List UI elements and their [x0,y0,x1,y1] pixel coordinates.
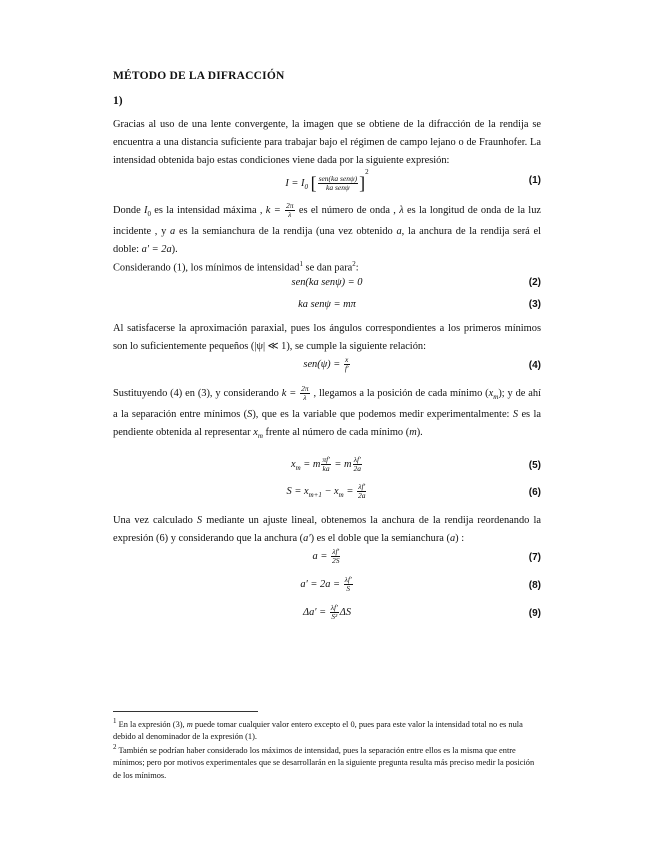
equation-4: sen(ψ) = $\frac{x}{f'}$ (4) [303,355,541,373]
equation-5-label: (5) [528,460,541,471]
equation-8-label: (8) [528,580,541,591]
equation-6-label: (6) [528,487,541,498]
equation-1: $I = I_0$ [ $\frac{\text{sen(ka senψ)}}{\text{ka senψ}}$ ]$^2$ (1) [285,168,541,194]
footnote-ref-2[interactable]: 2 [352,260,356,268]
footnote-1: $^1$ En la expresión (3), m puede tomar cualquier valor entero excepto el 0, pues para este valor la intensidad total no es nula debido al denominador de la expresión (1). [113,717,523,742]
equation-2-label: (2) [528,277,541,288]
eq1-lhs: I = I [285,178,305,189]
paragraph-paraxial: Al satisfacerse la aproximación paraxial, pues los ángulos correspondientes a los primeros mínimos son lo suficientemente pequeños (|ψ| ≪ 1), se cumple la siguiente relación: [113,323,541,352]
equation-5: $x_m = m$ $\frac{\pi f'}{ka}$ = m $\frac{\lambda f'}{2a}$ (5) [290,455,541,473]
equation-1-label: (1) [528,175,541,186]
equation-7-label: (7) [528,552,541,563]
paragraph-definitions: Donde $I_0$ es la intensidad máxima , k = $\frac{2\pi}{\lambda}$ es el número de onda , λ es la longitud de onda de la luz incidente , y a es la semianchura de la rendija (una vez obtenido a, la anchura de la rendija será el doble: a′ = 2a). [113,201,541,256]
equation-3: ka senψ = mπ (3) [298,299,541,310]
equation-8: a′ = 2a = $\frac{\lambda f'}{S}$ (8) [300,575,541,593]
footnote-2: $^2$ También se podrían haber considerado los máximos de intensidad, pues la separación entre ellos es la misma que entre mínimos; pero por motivos experimentales que se desarrollarán en la siguiente pregunta resulta más preciso medir la posición de los mínimos. [113,743,535,780]
paragraph-substitution: Sustituyendo (4) en (3), y considerando k = $\frac{2\pi}{\lambda}$ , llegamos a la posición de cada mínimo $(x_m)$; y de ahí a la separación entre mínimos (S), que es la variable que podemos medir experimentalmente: S es la pendiente obtenida al representar $x_m$ frente al número de cada mínimo (m). [113,384,541,441]
equation-4-label: (4) [528,360,541,371]
equation-9: Δa′ = $\frac{\lambda f'}{\text{S²}}$ ΔS (9) [302,603,541,621]
eq1-numerator: sen(ka senψ) [318,174,358,184]
paragraph-width: Una vez calculado S mediante un ajuste lineal, obtenemos la anchura de la rendija reordenando la expresión (6) y considerando que la anchura (a′) es el doble que la semianchura (a) : [113,515,541,544]
equation-2: sen(ka senψ) = 0 (2) [291,277,541,288]
footnote-ref-1[interactable]: 1 [299,260,303,268]
equation-6: $S = x_{m+1} - x_m$ = $\frac{\lambda f'}{2a}$ (6) [286,482,541,500]
footnote-separator [113,711,258,712]
paragraph-intro: Gracias al uso de una lente convergente, la imagen que se obtiene de la difracción de la rendija se encuentra a una distancia suficiente para trabajar bajo el régimen de campo lejano o de Fraunhofer. La intensidad obtenida bajo estas condiciones viene dada por la siguiente expresión: [113,119,541,166]
eq1-denominator: ka senψ [326,183,350,193]
section-number: 1) [113,95,123,107]
equation-7: a = $\frac{\lambda f'}{2S}$ (7) [312,547,541,565]
page-title: MÉTODO DE LA DIFRACCIÓN [113,70,285,82]
equation-9-label: (9) [528,608,541,619]
equation-3-label: (3) [528,299,541,310]
paragraph-minima: Considerando (1), los mínimos de intensidad$^1$ se dan para$^2$: [113,260,359,274]
